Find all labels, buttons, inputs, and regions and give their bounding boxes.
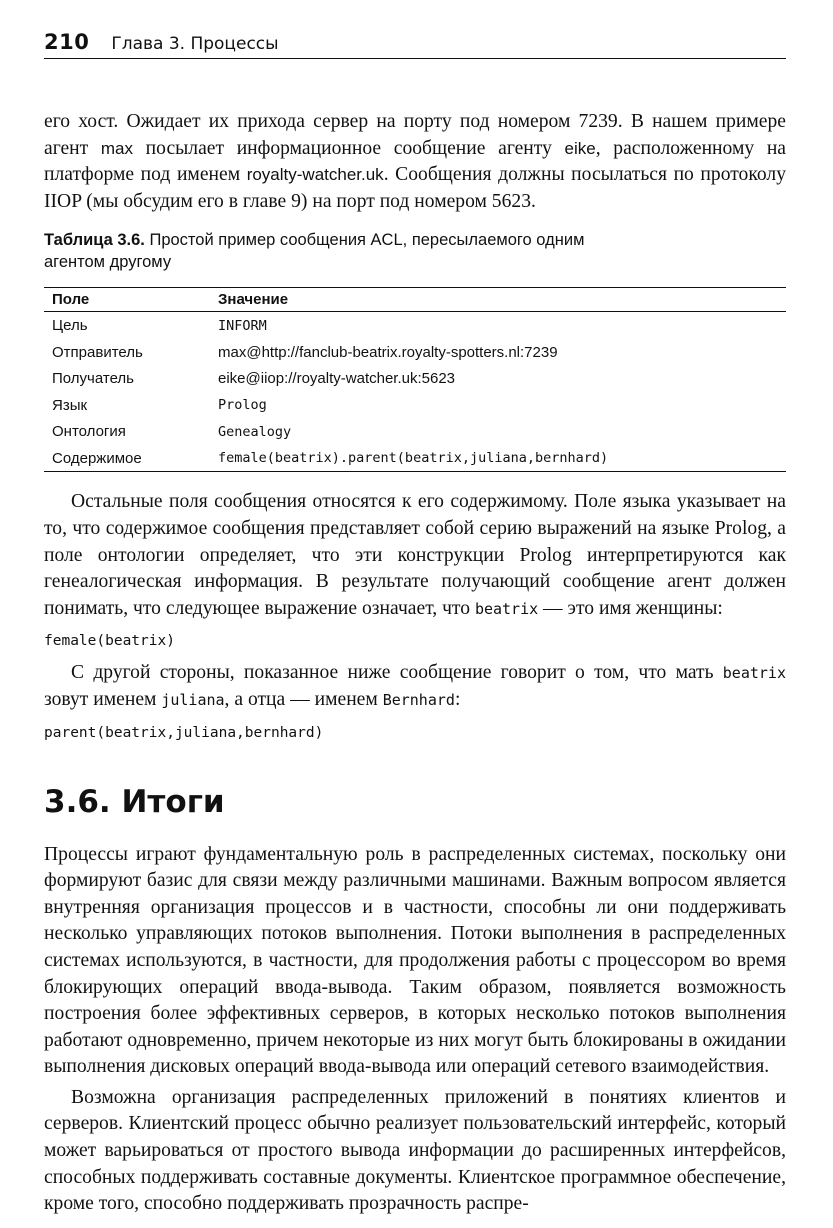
section-title: 3.6. Итоги [44, 783, 225, 820]
table-row [44, 445, 786, 472]
table-row [44, 365, 786, 392]
code-parent: parent(beatrix,juliana,bernhard) [44, 724, 324, 741]
paragraph-client-server: Возможна организация распределенных приложений в понятиях клиентов и серверов. Клиентский процесс обычно реализует пользовательский интерфейс, который может варьироваться от простого вывода информации до расширенных интерфейсов, способных поддерживать составные документы. Клиентское программное обеспечение, кроме того, способно поддерживать прозрачность распре- [44, 1086, 786, 1215]
field-cell: Язык [52, 396, 88, 414]
table-row [44, 312, 786, 339]
table-caption-text: Простой пример сообщения ACL, пересылаемого одним агентом другому [44, 231, 585, 272]
paragraph-content-fields: Остальные поля сообщения относятся к его содержимому. Поле языка указывает на то, что содержимое сообщения представляет собой серию выражений на языке Prolog, а поле онтологии определяет, что эти конструкции Prolog интерпретируются как генеалогическая информация. В результате получающий сообщение агент должен понимать, что следующее выражение означает, что beatrix — это имя женщины: [44, 491, 786, 619]
column-header-field: Поле [44, 288, 210, 312]
code-female: female(beatrix) [44, 633, 175, 650]
field-cell: Получатель [52, 370, 134, 388]
acl-message-table [44, 287, 786, 472]
inline-code: beatrix [722, 664, 786, 683]
table-header-row [44, 288, 786, 312]
field-cell: Отправитель [52, 343, 143, 361]
inline-term: max [100, 138, 134, 158]
table-caption-label: Таблица 3.6. [44, 231, 145, 250]
inline-code: Bernhard [382, 690, 455, 709]
chapter-title: Глава 3. Процессы [111, 34, 279, 54]
value-cell: Prolog [218, 397, 267, 414]
table-caption [44, 229, 644, 273]
field-cell: Онтология [52, 423, 126, 441]
paragraph-intro: его хост. Ожидает их прихода сервер на порту под номером 7239. В нашем примере агент max посылает информационное сообщение агенту eike, расположенному на платформе под именем royalty-watcher.uk. Сообщения должны посылаться по протоколу IIOP (мы обсудим его в главе 9) на порт под номером 5623. [44, 111, 786, 212]
value-cell: max@http://fanclub-beatrix.royalty-spotters.nl:7239 [218, 343, 558, 361]
inline-code: beatrix [474, 599, 539, 618]
paragraph-parent: С другой стороны, показанное ниже сообщение говорит о том, что мать beatrix зовут именем juliana, а отца — именем Bernhard: [44, 662, 786, 710]
field-cell: Содержимое [44, 445, 210, 472]
table-row [44, 392, 786, 419]
page [44, 30, 786, 1218]
inline-code: juliana [161, 690, 225, 709]
paragraph-summary: Процессы играют фундаментальную роль в распределенных системах, поскольку они формируют базис для связи между различными машинами. Важным вопросом является внутренняя организация процессов и в частности, способны ли они поддерживать несколько управляющих потоков выполнения. Потоки выполнения в распределенных системах используются, в частности, для продолжения работы с процессором во время блокирующих операций ввода-вывода. Таким образом, появляется возможность построения более эффективных серверов, в которых несколько потоков выполнения работают одновременно, причем некоторые из них могут быть блокированы в ожидании выполнения дисковых операций ввода-вывода или операций сетевого взаимодействия. [44, 843, 786, 1078]
field-cell: Цель [52, 317, 88, 335]
running-header [44, 30, 786, 59]
table-row [44, 339, 786, 366]
inline-term: royalty-watcher.uk [246, 165, 384, 185]
value-cell: female(beatrix).parent(beatrix,juliana,bernhard) [210, 445, 786, 472]
value-cell: Genealogy [218, 423, 292, 440]
inline-term: eike [564, 138, 596, 158]
value-cell: INFORM [218, 317, 267, 334]
table-row [44, 418, 786, 445]
value-cell: eike@iiop://royalty-watcher.uk:5623 [218, 370, 456, 388]
page-number: 210 [44, 30, 90, 54]
column-header-value: Значение [210, 288, 786, 312]
